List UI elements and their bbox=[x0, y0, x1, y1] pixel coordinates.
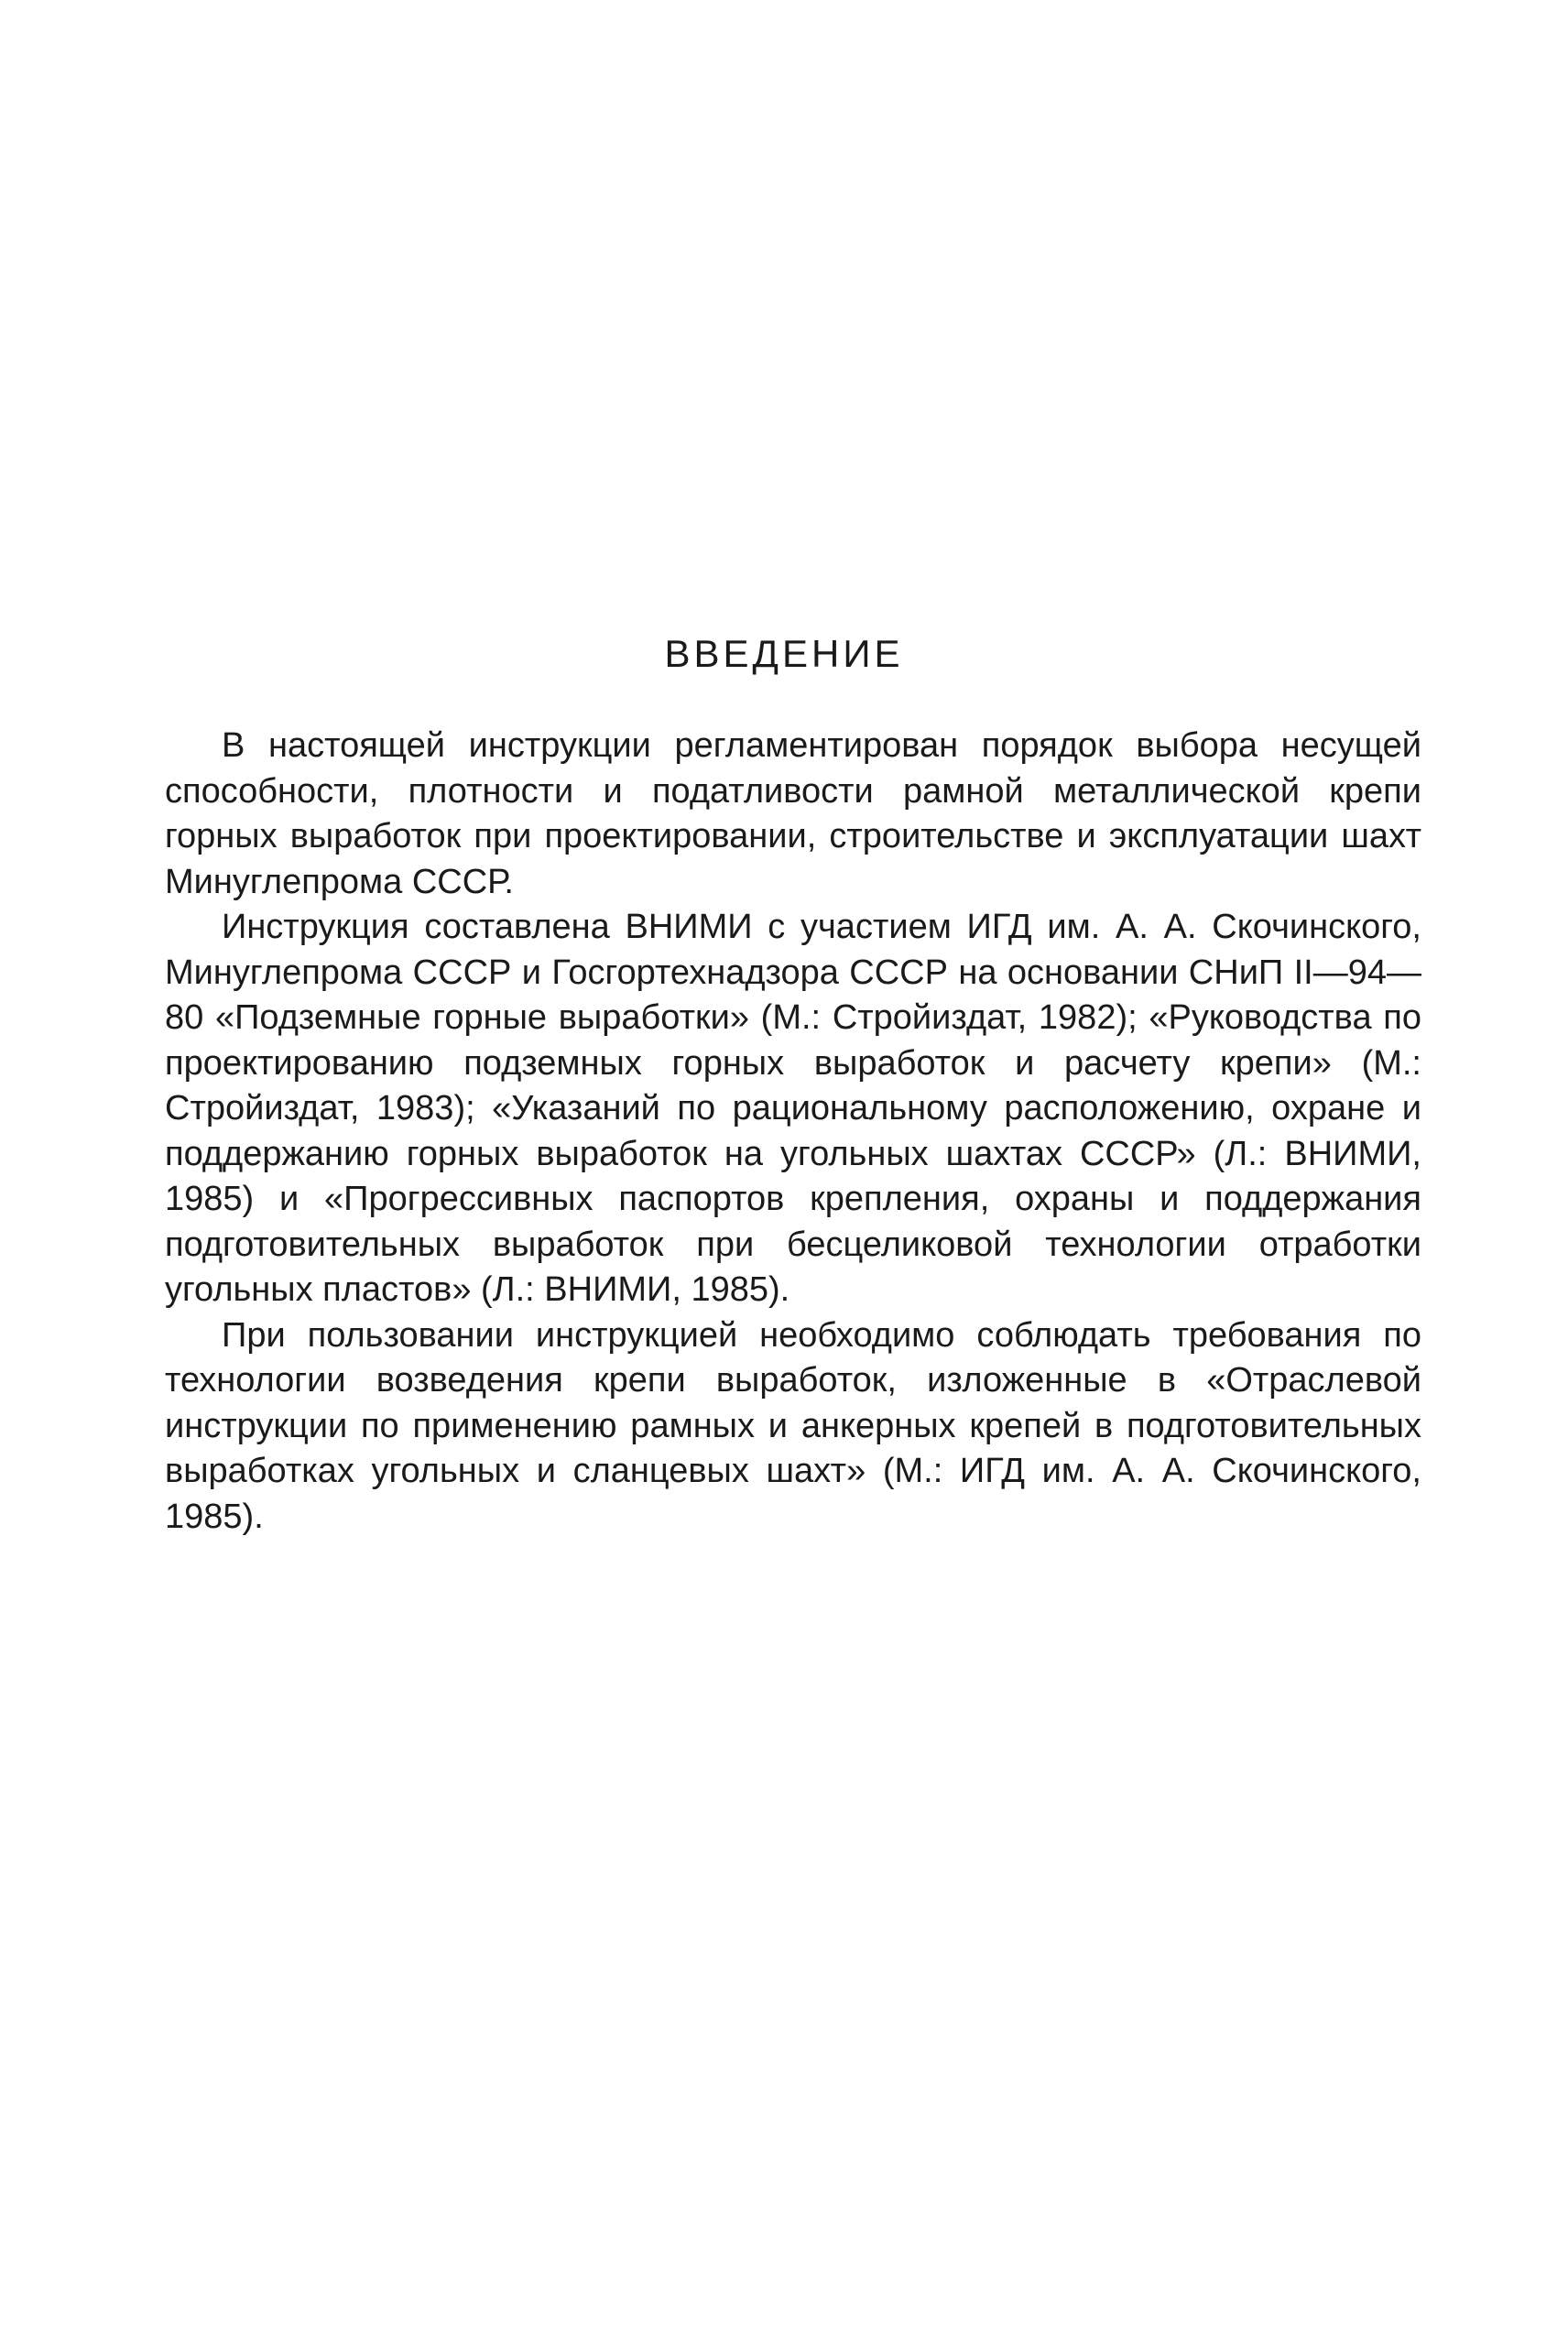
section-heading: ВВЕДЕНИЕ bbox=[664, 632, 904, 675]
paragraph-2: Инструкция составлена ВНИМИ с участием ИГД им. А. А. Скочинского, Минуглепрома СССР и Госгортехнадзора СССР на основании СНиП II—94—80 «Подземные горные выработки» (М.: Стройиздат, 1982); «Руководства по проектированию подземных горных выработок и расчету крепи» (М.: Стройиздат, 1983); «Указаний по рациональному расположению, охране и поддержанию горных выработок на угольных шахтах СССР» (Л.: ВНИМИ, 1985) и «Прогрессивных паспортов крепления, охраны и поддержания подготовительных выработок при бесцеликовой технологии отработки угольных пластов» (Л.: ВНИМИ, 1985). bbox=[165, 908, 1421, 1309]
body-text bbox=[165, 724, 1421, 1540]
paragraph-1: В настоящей инструкции регламентирован порядок выбора несущей способности, плотности и податливости рамной металлической крепи горных выработок при проектировании, строительстве и эксплуатации шахт Минуглепрома СССР. bbox=[165, 726, 1421, 901]
paragraph-3: При пользовании инструкцией необходимо соблюдать требования по технологии возведения крепи выработок, изложенные в «Отраслевой инструкции по применению рамных и анкерных крепей в подготовительных выработках угольных и сланцевых шахт» (М.: ИГД им. А. А. Скочинского, 1985). bbox=[165, 1315, 1421, 1536]
